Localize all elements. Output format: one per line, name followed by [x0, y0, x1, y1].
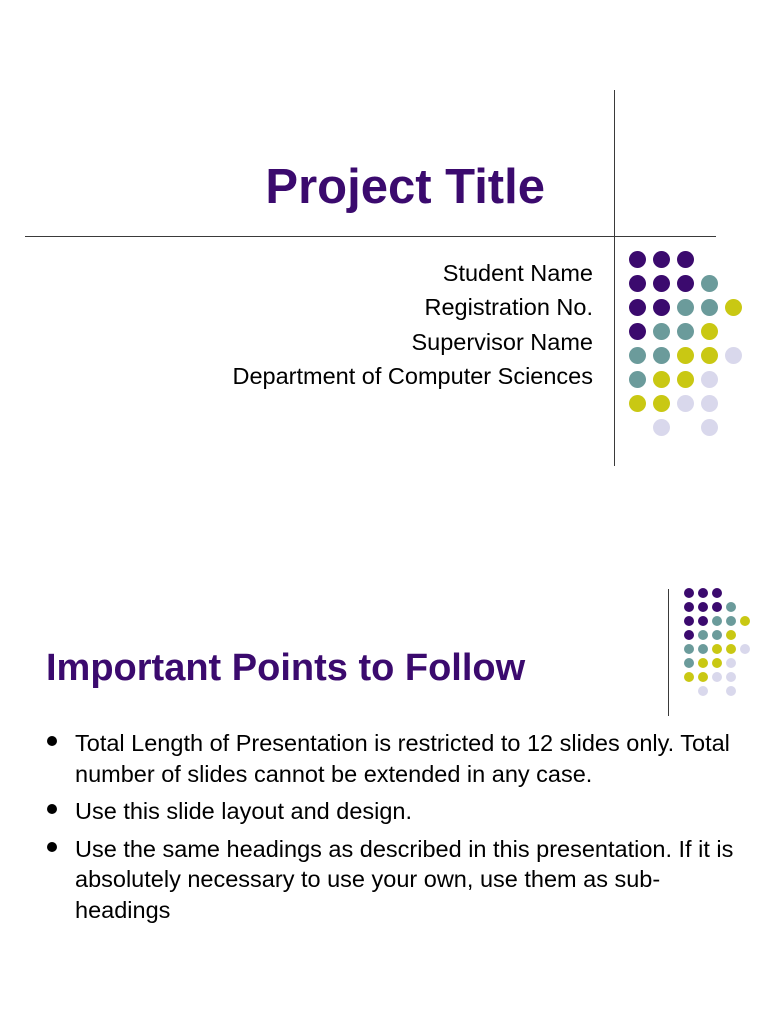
pattern-dot: [629, 347, 646, 364]
pattern-dot: [726, 644, 736, 654]
pattern-dot: [701, 323, 718, 340]
bullet-item: [46, 834, 736, 926]
pattern-dot: [653, 395, 670, 412]
pattern-dot: [629, 323, 646, 340]
pattern-dot: [653, 323, 670, 340]
pattern-dot: [698, 658, 708, 668]
pattern-dot: [677, 299, 694, 316]
pattern-dot: [712, 630, 722, 640]
vertical-divider: [668, 589, 669, 716]
pattern-dot: [698, 602, 708, 612]
pattern-dot: [701, 419, 718, 436]
pattern-dot: [712, 658, 722, 668]
student-name: Student Name: [442, 260, 593, 286]
pattern-dot: [712, 644, 722, 654]
pattern-dot: [677, 395, 694, 412]
department-name: Department of Computer Sciences: [232, 362, 593, 389]
pattern-dot: [740, 644, 750, 654]
pattern-dot: [629, 371, 646, 388]
pattern-dot: [684, 630, 694, 640]
pattern-dot: [698, 616, 708, 626]
pattern-dot: [725, 347, 742, 364]
pattern-dot: [677, 371, 694, 388]
pattern-dot: [653, 371, 670, 388]
pattern-dot: [698, 630, 708, 640]
pattern-dot: [701, 299, 718, 316]
bullet-text: Use this slide layout and design.: [75, 798, 413, 824]
pattern-dot: [701, 395, 718, 412]
pattern-dot: [653, 299, 670, 316]
pattern-dot: [712, 602, 722, 612]
pattern-dot: [629, 251, 646, 268]
pattern-dot: [725, 299, 742, 316]
pattern-dot: [726, 602, 736, 612]
pattern-dot: [677, 347, 694, 364]
pattern-dot: [684, 672, 694, 682]
pattern-dot: [726, 672, 736, 682]
pattern-dot: [684, 588, 694, 598]
pattern-dot: [698, 644, 708, 654]
pattern-dot: [726, 658, 736, 668]
pattern-dot: [653, 419, 670, 436]
supervisor-name: Supervisor Name: [411, 328, 593, 355]
pattern-dot: [740, 616, 750, 626]
pattern-dot: [712, 672, 722, 682]
student-info-block: [233, 256, 594, 393]
bullet-dot-icon: [47, 736, 57, 746]
pattern-dot: [726, 616, 736, 626]
vertical-divider: [614, 90, 615, 466]
pattern-dot: [677, 323, 694, 340]
bullet-list: [46, 728, 736, 932]
pattern-dot: [698, 588, 708, 598]
bullet-item: [46, 728, 736, 789]
pattern-dot: [653, 251, 670, 268]
pattern-dot: [677, 275, 694, 292]
bullet-item: [46, 796, 736, 827]
pattern-dot: [653, 275, 670, 292]
pattern-dot: [677, 251, 694, 268]
slide-title: Project Title: [265, 160, 545, 214]
pattern-dot: [653, 347, 670, 364]
pattern-dot: [712, 588, 722, 598]
bullet-dot-icon: [47, 804, 57, 814]
pattern-dot: [726, 630, 736, 640]
bullet-text: Use the same headings as described in this presentation. If it is absolutely necessary to use your own, use them as sub-headings: [75, 835, 734, 923]
bullet-text: Total Length of Presentation is restricted to 12 slides only. Total number of slides cannot be extended in any case.: [75, 730, 730, 787]
pattern-dot: [629, 299, 646, 316]
pattern-dot: [712, 616, 722, 626]
horizontal-divider: [25, 236, 716, 237]
pattern-dot: [684, 602, 694, 612]
pattern-dot: [701, 275, 718, 292]
registration-number: Registration No.: [424, 294, 593, 321]
bullet-dot-icon: [47, 842, 57, 852]
pattern-dot: [701, 347, 718, 364]
pattern-dot: [698, 672, 708, 682]
pattern-dot: [684, 616, 694, 626]
pattern-dot: [684, 644, 694, 654]
pattern-dot: [726, 686, 736, 696]
pattern-dot: [701, 371, 718, 388]
slide-heading: Important Points to Follow: [46, 647, 526, 689]
pattern-dot: [684, 658, 694, 668]
pattern-dot: [698, 686, 708, 696]
pattern-dot: [629, 275, 646, 292]
pattern-dot: [629, 395, 646, 412]
